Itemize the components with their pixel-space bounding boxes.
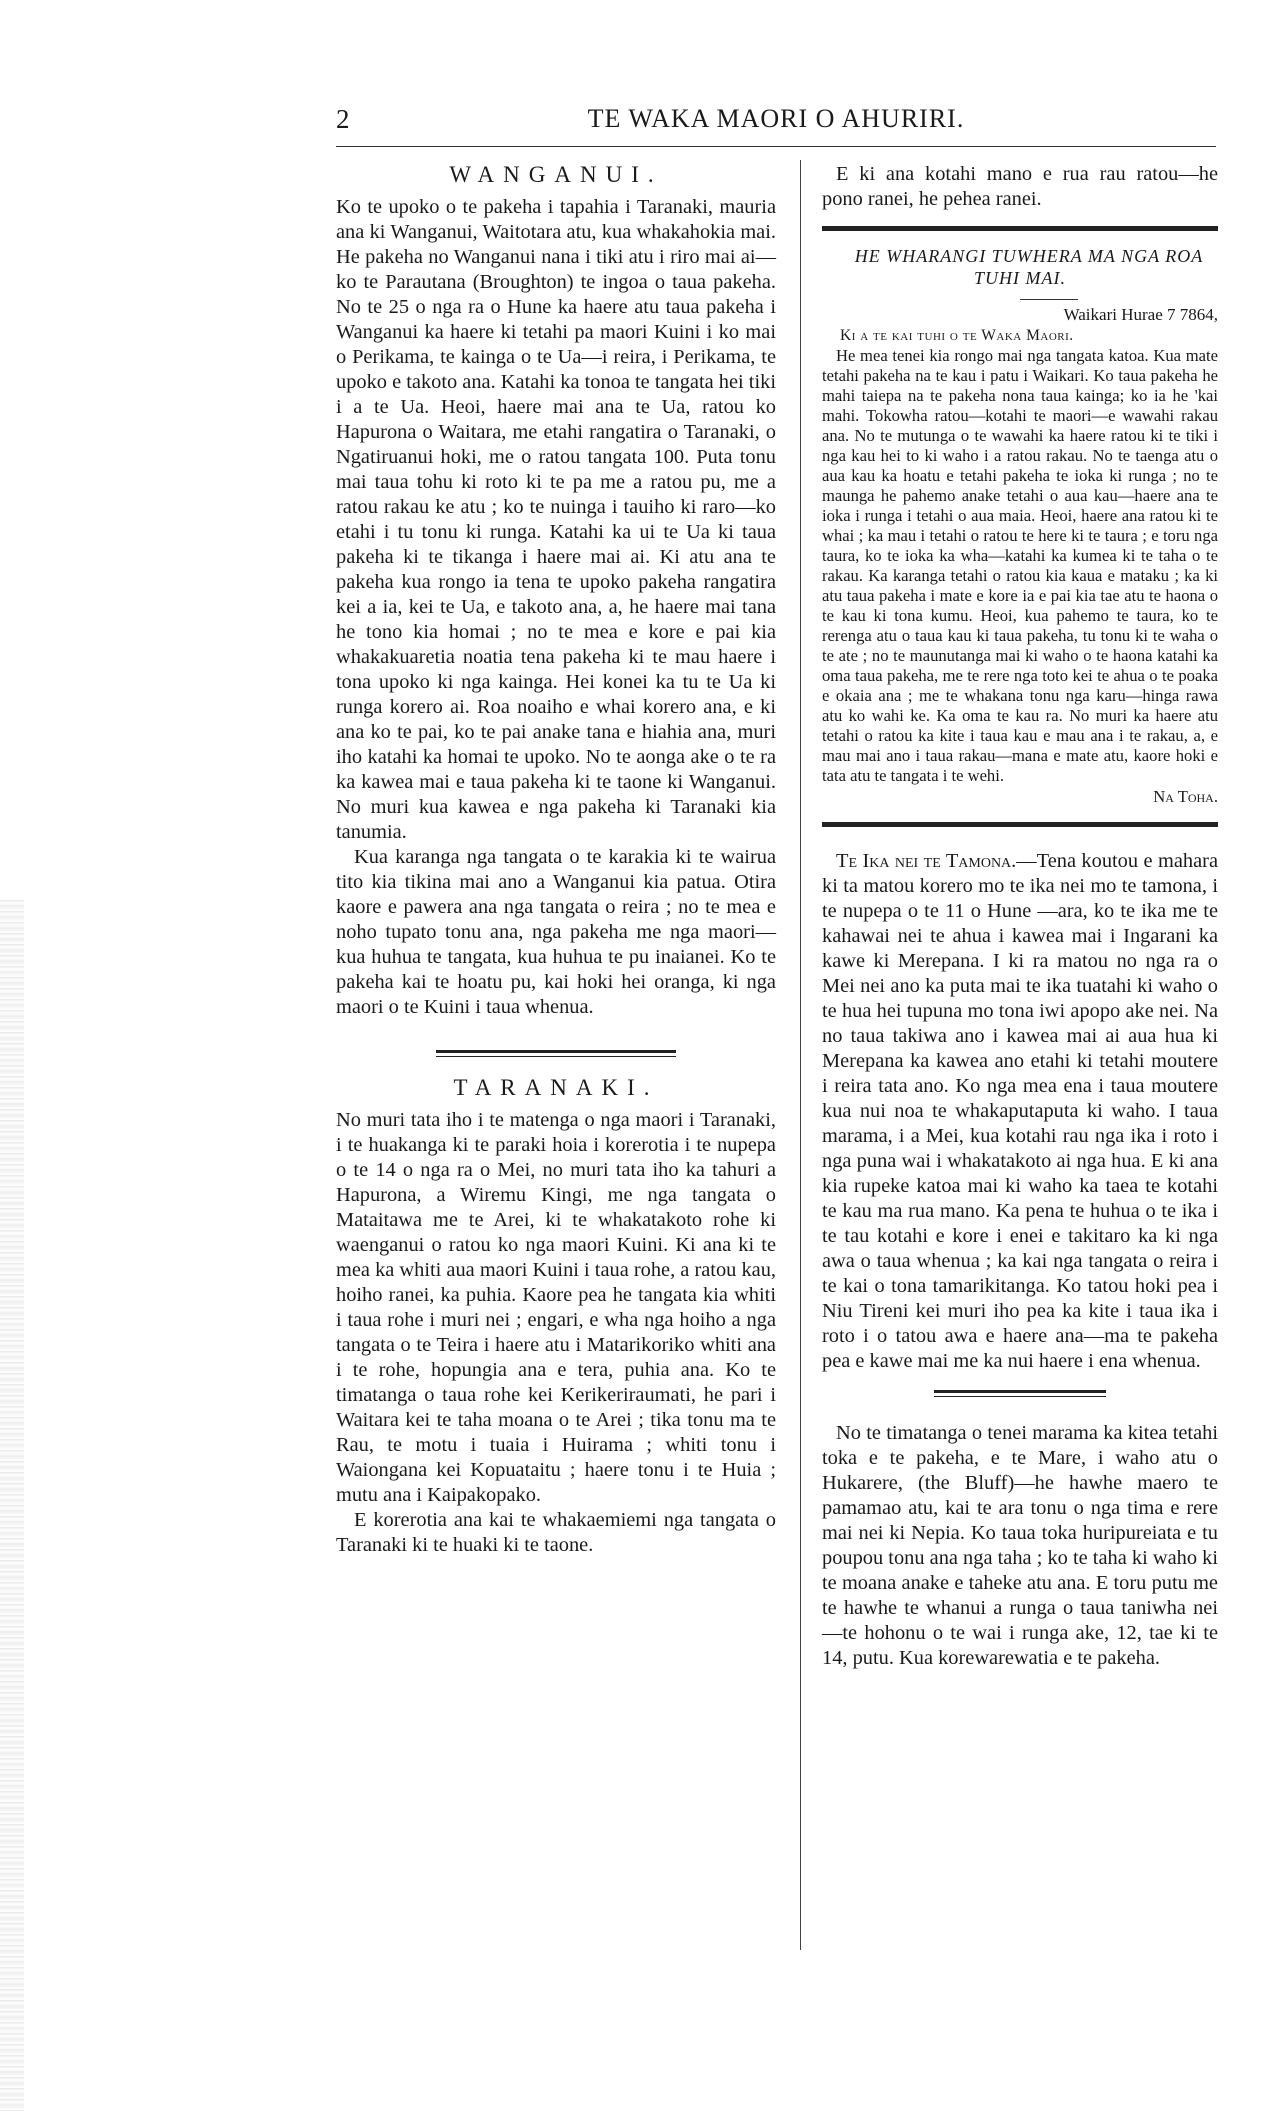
taranaki-paragraph-2: E korerotia ana kai te whakaemiemi nga tangata o Taranaki ki te huaki ki te taone. — [336, 1509, 776, 1556]
section-separator-rule — [934, 1390, 1106, 1397]
wanganui-paragraph-2: Kua karanga nga tangata o te karakia ki te wairua tito kia tikina mai ano a Wanganui kia patua. Otira kaore e pawera ana nga tangata o reira ; no te mea e noho tupato tonu ana, nga pakeha me nga maori—kua huhua te tangata, kua huhua te pu inaianei. Ko te pakeha kai te hoatu pu, kai hoki hei oranga, ki nga maori o te Kuini i taua whenua. — [336, 846, 776, 1018]
letter-heading: HE WHARANGI TUWHERA MA NGA ROA TUHI MAI. — [854, 246, 1204, 288]
wanganui-heading: WANGANUI. — [449, 162, 663, 187]
header-rule — [336, 146, 1216, 147]
taranaki-heading: TARANAKI. — [453, 1075, 659, 1100]
tamona-lead: Te Ika nei te Tamona. — [836, 850, 1017, 872]
tamona-paragraph — [822, 849, 1218, 1374]
letter-signature: Na Toha. — [1153, 787, 1218, 806]
page-number: 2 — [336, 104, 350, 134]
column-divider — [800, 160, 801, 1950]
letter-body — [822, 346, 1218, 786]
tamona-article — [822, 849, 1218, 1374]
wanganui-article — [336, 162, 776, 1020]
page-header — [336, 104, 1216, 138]
tamona-text: —Tena koutou e mahara ki ta matou korero mo te ika nei mo te tamona, i te nupepa o te 11 o Hune —ara, ko te ika me te kahawai nei te ahua i kawea mai i Ingarani ka kawe ki Merepana. I ki ra matou no nga ra o Mei nei ano ka puta mai te ika tuatahi ki waho o te hua hei tupuna mo tona iwi apopo ake nei. Na no taua takiwa ano i kawea mai ai aua hua ki Merepana ka kawea ano etahi ki tetahi moutere i reira tata ano. Ko nga mea ena i taua moutere kua nui noa te whakaputaputa ki waho. I taua marama, i a Mei, kua kotahi rau nga ika i roto i nga puna wai i whakatakoto ai nga hua. E ki ana kia rupeke katoa mai ki waho ka taea te kotahi te kau ma rua mano. Ka pena te huhua o te ika i te tau kotahi e kore i enei e takitaro ka ki nga awa o taua whenua ; ka kai nga tangata o reira i te kai o tona tamarikitanga. Ko tatou hoki pea i Niu Tireni kei muri iho pea ka kite i taua ika i roto i o tatou awa e haere ana—ma te pakeha pea e kawe mai me ka nui haere i ena whenua. — [822, 850, 1218, 1372]
right-column — [822, 162, 1218, 1671]
ika-count-paragraph: E ki ana kotahi mano e rua rau ratou—he pono ranei, he pehea ranei. — [822, 163, 1218, 210]
letter-salutation: Ki a te kai tuhi o te Waka Maori. — [840, 327, 1074, 344]
letter-short-rule — [1020, 299, 1078, 300]
letter-dateline: Waikari Hurae 7 7864, — [1063, 305, 1218, 324]
taranaki-article — [336, 1075, 776, 1558]
running-title: TE WAKA MAORI O AHURIRI. — [587, 104, 965, 133]
letter-paragraph: He mea tenei kia rongo mai nga tangata katoa. Kua mate tetahi pakeha na te kau i patu i Waikari. Ko taua pakeha he mahi taiepa na te pakeha nona taua kainga; ko ia he 'kai mahi. Tokowha ratou—kotahi te maori—e wawahi rakau ana. No te mutunga o te wawahi ka haere ratou ki te tiki i nga kau hei to ki waho i a ratou rakau. No te taenga atu o aua kau ka hoatu e tetahi pakeha te ioka ki runga ; no te maunga he pahemo anake tetahi o aua kau—haere ana te ioka i runga i tetahi o aua maia. Heoi, haere ana ratou ki te whai ; ka mau i tetahi o ratou te here ki te taura ; e toru nga taura, ko te ioka ka wha—katahi ka kumea ki te taha o te rakau. Ka karanga tetahi o ratou kia kaua e mataku ; ka ki atu taua pakeha i mate e kore ia e pai kia tae atu te haona o te kau ki tona kumu. Heoi, kua pahemo te taura, ko te rerenga atu o taua kau ki taua pakeha, tu tonu ki te waha o te ate ; no te maunutanga mai ki waho o te haona katahi ka oma taua pakeha, me te rere nga toto kei te ahua o te poaka e okaia ana ; me te whakana tonu nga karu—hinga rawa atu ko wahi ke. Ka oma te kau ra. No muri ka haere atu tetahi o ratou ka kite i taua kau e mau ana i te rakau, a, e mau mai ano i taua rakau—mana e mate atu, kaore hoki e tata atu te tangata i te wehi. — [822, 346, 1218, 785]
section-separator-rule — [436, 1050, 676, 1057]
taranaki-paragraph-1: No muri tata iho i te matenga o nga maori i Taranaki, i te huakanga ki te paraki hoia i korerotia i te nupepa o te 14 o nga ra o Mei, no muri tata iho ka tahuri a Hapurona, a Wiremu Kingi, me nga tangata o Mataitawa me te Arei, ki te whakatakoto rohe ki waenganui o ratou ko nga maori Kuini. Ki ana ki te mea ka whiti aua maori Kuini i taua rohe, a ratou kau, hoiho ranei, ka puhia. Kaore pea he tangata kia whiti i taua rohe i muri nei ; engari, e wha nga hoiho a nga tangata o te Teira i haere atu i Matarikoriko whiti ana i te rohe, hopungia ana e tera, puhia ana. Ko te timatanga o taua rohe kei Kerikeriraumati, he pari i Waitara kei te taha moana o te Arei ; tika tonu ma te Rau, te motu i tuaia i Huirama ; whiti tonu i Waiongana kei Kopuataitu ; haere tonu i te Huia ; mutu ana i Kaipakopako. — [336, 1109, 776, 1506]
toka-article — [822, 1421, 1218, 1671]
scan-edge-artifact — [0, 900, 24, 2111]
toka-paragraph: No te timatanga o tenei marama ka kitea tetahi toka e te pakeha, e te Mare, i waho atu o Hukarere, (the Bluff)—he hawhe maero te pamamao atu, kai te ara tonu o nga tima e rere mai nei ki Nepia. Ko taua toka huripureiata e tu poupou tonu ana nga taha ; ko te taha ki waho ki te moana anake e taheke atu ana. E toru putu me te hawhe te whanui a runga o taua taniwha nei—te hohonu o te wai i runga ake, 12, tae ki te 14, putu. Kua korewarewatia e te pakeha. — [822, 1422, 1218, 1669]
letter-article — [822, 245, 1218, 808]
wanganui-paragraph-1: Ko te upoko o te pakeha i tapahia i Taranaki, mauria ana ki Wanganui, Waitotara atu, kua whakahokia mai. He pakeha no Wanganui nana i tiki atu i riro mai ai—ko te Parautana (Broughton) te ingoa o taua pakeha. No te 25 o nga ra o Hune ka haere atu taua pakeha i Wanganui ka haere ki tetahi pa maori Kuini i ko mai o Perikama, te kainga o te Ua—i reira, i Perikama, te upoko e takoto ana. Katahi ka tonoa te tangata hei tiki i a te Ua. Heoi, haere mai ana te Ua, ratou ko Hapurona o Waitara, me etahi rangatira o Taranaki, o Ngatiruanui hoki, me o ratou tangata 100. Puta tonu mai taua tohu ki roto ki te pa me a ratou pu, me a ratou rakau ke atu ; ko te nuinga i tauiho ki raro—ko etahi i tu tonu ki runga. Katahi ka ui te Ua ki taua pakeha ki te tikanga i haere mai ai. Ki atu ana te pakeha kua rongo ia tena te upoko pakeha rangatira kei a ia, kei te Ua, e takoto ana, a, he haere mai tana he tono kia homai ; no te mea e kore e pai kia whakakuaretia noatia tena pakeha ki te mau haere i tona upoko ki nga kainga. Hei konei ka tu te Ua ki runga korero ai. Roa noaiho e whai korero ana, e ki ana ko te pai, ko te pai anake tana e hiahia ana, muri iho katahi ka homai te upoko. No te aonga ake o te ra ka kawea mai e taua pakeha ki te taone ki Wanganui. No muri kua kawea e nga pakeha ki Taranaki kia tanumia. — [336, 196, 776, 843]
left-column — [336, 162, 776, 1558]
